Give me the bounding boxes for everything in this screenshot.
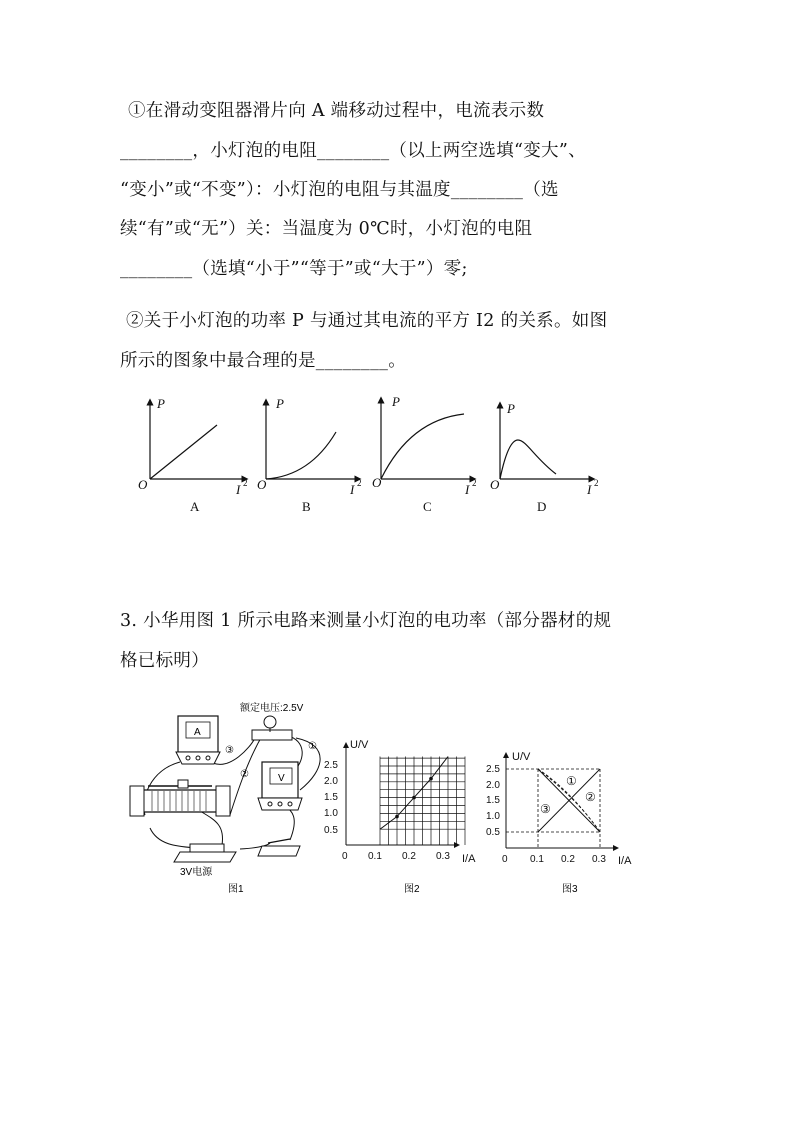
figure-3-y-tick-0: 2.5 [486,764,500,775]
graph-d-x-exp: 2 [594,478,599,488]
graph-b-origin: O [257,477,267,492]
question-line-4: 续“有”或“无”）关：当温度为 0℃时，小灯泡的电阻 [120,219,533,239]
figure-3-y-tick-2: 1.5 [486,795,500,806]
graph-c-x-label: I [465,482,470,497]
figure-2-x-tick-2: 0.2 [402,851,416,862]
wire-label-1: ① [308,741,317,752]
graph-c-origin: O [372,475,382,490]
question-line-2: ________，小灯泡的电阻________（以上两空选填“变大”、 [120,141,586,161]
figure-3-y-label: U/V [512,751,531,763]
figure-3-caption: 图3 [562,884,578,895]
graph-a-origin: O [138,477,148,492]
figure-2-y-tick-4: 0.5 [324,825,338,836]
question-line-5: ________（选填“小于”“等于”或“大于”）零; [120,259,468,279]
option-c-label: C [423,499,432,514]
figure-3-x-tick-1: 0.1 [530,854,544,865]
figure-3-label-1: ① [566,774,577,788]
graph-b-x-label: I [350,482,355,497]
figure-2-y-tick-0: 2.5 [324,760,338,771]
question-line-6: ②关于小灯泡的功率 P 与通过其电流的平方 I2 的关系。如图 [126,311,608,331]
figure-2-caption: 图2 [404,884,420,895]
figure-3-x-label: I/A [618,855,632,867]
graph-c-x-exp: 2 [472,478,477,488]
wire-label-2: ② [240,769,249,780]
figure-3-y-tick-1: 2.0 [486,780,500,791]
graph-d-x-label: I [587,482,592,497]
figure-2-y-tick-3: 1.0 [324,808,338,819]
source-label: 3V电源 [180,867,213,878]
option-b-label: B [302,499,311,514]
figure-3-y-tick-3: 1.0 [486,811,500,822]
figure-3-y-tick-4: 0.5 [486,827,500,838]
question-line-7: 所示的图象中最合理的是________。 [120,351,406,371]
question-line-1: ①在滑动变阻器滑片向 A 端移动过程中，电流表示数 [128,101,545,121]
figure-2-x-tick-0: 0 [342,851,348,862]
option-d-label: D [537,499,547,514]
graph-a-x-exp: 2 [243,478,248,488]
figure-2-x-tick-3: 0.3 [436,851,450,862]
figure-2-x-label: I/A [462,853,476,865]
question-line-3: “变小”或“不变”）：小灯泡的电阻与其温度________（选 [120,180,559,200]
question-line-9: 格已标明） [120,651,209,671]
wire-label-3: ③ [225,745,234,756]
figure-2-x-tick-1: 0.1 [368,851,382,862]
lamp-label: 额定电压:2.5V [240,703,304,714]
voltmeter-label: V [278,773,285,784]
graph-c-y-label: P [392,394,400,409]
figure-3-label-2: ② [585,790,596,804]
figure-2-y-tick-2: 1.5 [324,792,338,803]
question-line-8: 3. 小华用图 1 所示电路来测量小灯泡的电功率（部分器材的规 [120,611,612,631]
graph-b-x-exp: 2 [357,478,362,488]
figure-2-y-tick-1: 2.0 [324,776,338,787]
graph-d-y-label: P [507,401,515,416]
figure-3-label-3: ③ [540,802,551,816]
graph-a-x-label: I [236,482,241,497]
figure-3-x-tick-2: 0.2 [561,854,575,865]
figure-1-caption: 图1 [228,884,244,895]
graph-d-origin: O [490,477,500,492]
figure-2-y-label: U/V [350,739,369,751]
ammeter-label: A [194,727,201,738]
figure-3-x-tick-0: 0 [502,854,508,865]
option-a-label: A [190,499,200,514]
figure-3-x-tick-3: 0.3 [592,854,606,865]
graph-b-y-label: P [276,396,284,411]
graph-a-y-label: P [157,396,165,411]
